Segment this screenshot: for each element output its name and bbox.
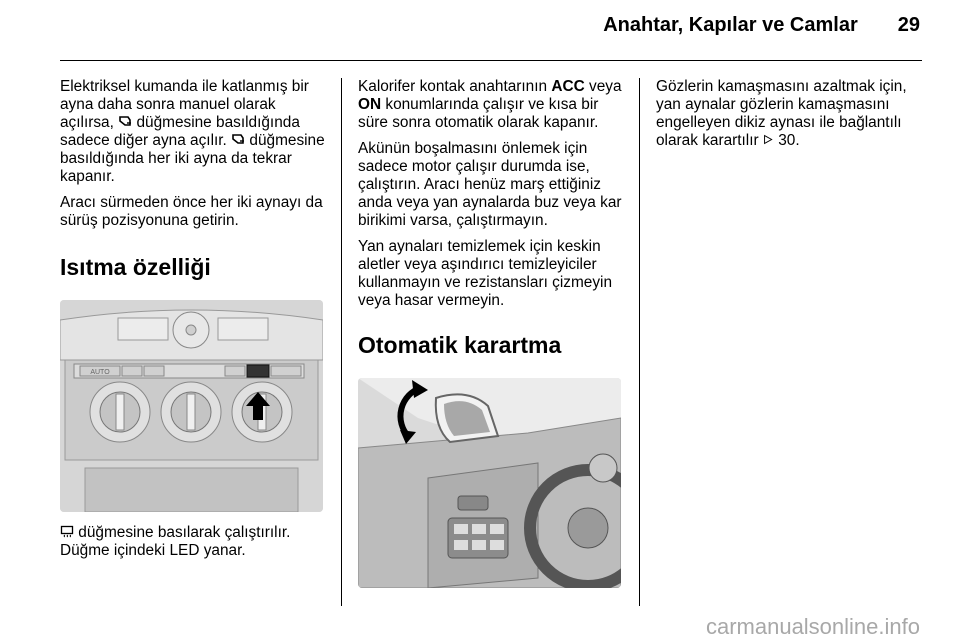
- text-fragment: Gözlerin kamaşmasını azaltmak için, yan aynalar gözlerin kamaşmasını engelleyen dikiz aynası ile bağlantılı olarak karartılır: [656, 78, 907, 149]
- mirror-fold-icon: [231, 133, 245, 146]
- paragraph-cleaning: Yan aynaları temizlemek için keskin aletler veya aşındırıcı temizleyiciler kullanmayın ve rezistansları çizmeyin veya hasar vermeyin.: [358, 238, 613, 309]
- text-fragment: düğmesine basıldığında sadece diğer ayna açılır.: [60, 114, 300, 149]
- arrow-reference-icon: [763, 133, 774, 146]
- heading-heating: Isıtma özelliği: [60, 254, 211, 280]
- paragraph-drive-position: Aracı sürmeden önce her iki aynayı da sürüş pozisyonuna getirin.: [60, 194, 323, 229]
- paragraph-mirror-fold: [60, 78, 332, 186]
- column-1: [60, 78, 332, 568]
- page-number: 29: [897, 14, 920, 36]
- text-fragment: Düğme içindeki LED yanar.: [60, 542, 246, 559]
- xref-page-link[interactable]: 30: [778, 132, 796, 149]
- climate-panel-illustration: [60, 300, 323, 512]
- column-divider-1: [341, 78, 342, 606]
- heated-mirror-icon: [60, 525, 74, 538]
- auto-button-label: AUTO: [90, 369, 110, 376]
- heading-auto-dimming: Otomatik karartma: [358, 332, 562, 358]
- column-2: [358, 78, 628, 600]
- text-fragment: Kalorifer kontak anahtarının: [358, 78, 552, 95]
- text-fragment: düğmesine basılarak çalıştırılır.: [74, 524, 291, 541]
- text-fragment: konumlarında çalışır ve kısa bir süre sonra otomatik olarak kapanır.: [358, 96, 599, 131]
- figure-heated-mirror-button: [60, 300, 323, 512]
- paragraph-battery: Akünün boşalmasını önlemek için sadece motor çalışır durumda ise, çalıştırın. Aracı henüz marş ettiğiniz anda veya yan aynalarda buz veya kar birikimi varsa, çalıştırmayın.: [358, 140, 622, 229]
- mirror-fold-icon: [118, 115, 132, 128]
- acc-label: ACC: [551, 78, 585, 95]
- header-rule: [60, 60, 922, 61]
- text-fragment: .: [795, 132, 800, 149]
- column-3: [656, 78, 924, 158]
- text-fragment: veya: [584, 78, 622, 95]
- paragraph-dimming-info: [656, 78, 924, 150]
- text-fragment: düğmesine basıldığında her iki ayna da tekrar kapanır.: [60, 132, 325, 185]
- column-divider-2: [639, 78, 640, 606]
- chapter-title: Anahtar, Kapılar ve Camlar: [603, 14, 858, 36]
- figure-auto-dimming: [358, 378, 621, 588]
- door-mirror-illustration: [358, 378, 621, 588]
- page-header: [603, 14, 920, 37]
- watermark: carmanualsonline.info: [705, 614, 920, 639]
- paragraph-heating-operation: [60, 524, 332, 560]
- paragraph-ignition: [358, 78, 628, 132]
- on-label: ON: [358, 96, 382, 113]
- text-fragment: Elektriksel kumanda ile katlanmış bir ayna daha sonra manuel olarak açılırsa,: [60, 78, 309, 131]
